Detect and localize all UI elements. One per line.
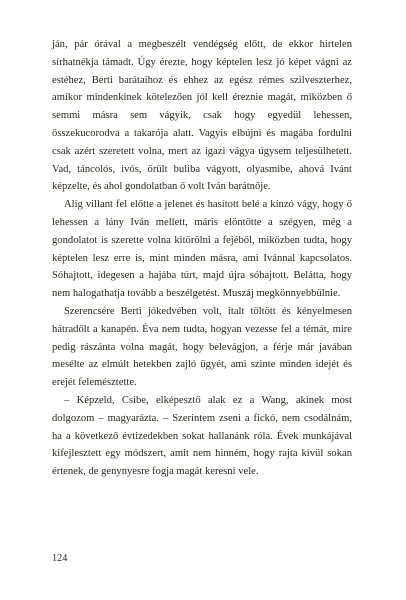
page-number: 124 [52, 553, 68, 564]
body-text [52, 36, 352, 481]
paragraph-continued: ján, pár órával a megbeszélt vendégség előtt, de ekkor hirtelen sírhatnékja támadt. Úgy érezte, hogy képtelen lesz jó képet vágni az estéhez, Berti barátaihoz és ehhez az egész rémes szilveszterhez, amikor mindenkinek kötelezően jól kell éreznie magát, miközben ő semmi másra sem vágyik, csak hogy egyedül lehessen, összekucorodva a takarója alatt. Vagyis elbújni és magába fordulni csak azért szeretett volna, mert az igazi vágya úgysem teljesülhetett. Vad, táncolós, ivós, őrült buliba vágyott, olyasmibe, ahová Ivánt képzelte, és ahol gondolatban ő volt Iván barátnője. [52, 39, 352, 193]
paragraph: Szerencsére Berti jókedvében volt, italt töltött és kényelmesen hátradőlt a kanapén. Éva nem tudta, hogyan vezesse fel a témát, mire pedig rászánta volna magát, hogy belevágjon, a férje már javában mesélte az elmúlt hetekben zajló ügyét, ami szinte minden idejét és erejét felemésztette. [52, 305, 352, 389]
dialogue-paragraph: – Képzeld, Csibe, elképesztő alak ez a Wang, akinek most dolgozom – magyarázta. – Szerintem zseni a fickó, nem csodálnám, ha a következő évtizedekben sokat hallanánk róla. Évek munkájával kifejlesztett egy módszert, amit nem hinném, hogy rajta kívül sokan értenek, de genynyesre fogja magát keresni vele. [52, 394, 352, 478]
paragraph: Alig villant fel előtte a jelenet és hasított belé a kínzó vágy, hogy ő lehessen a lány Iván mellett, máris elöntötte a szégyen, még a gondolatot is szerette volna kitörölni a fejéből, miközben tudta, hogy képtelen lesz erre is, mint minden másra, ami Ivánnal kapcsolatos. Sóhajtott, idegesen a hajába túrt, majd újra sóhajtott. Belátta, hogy nem halogathatja tovább a beszélgetést. Muszáj megkönnyebbülnie. [52, 199, 352, 300]
